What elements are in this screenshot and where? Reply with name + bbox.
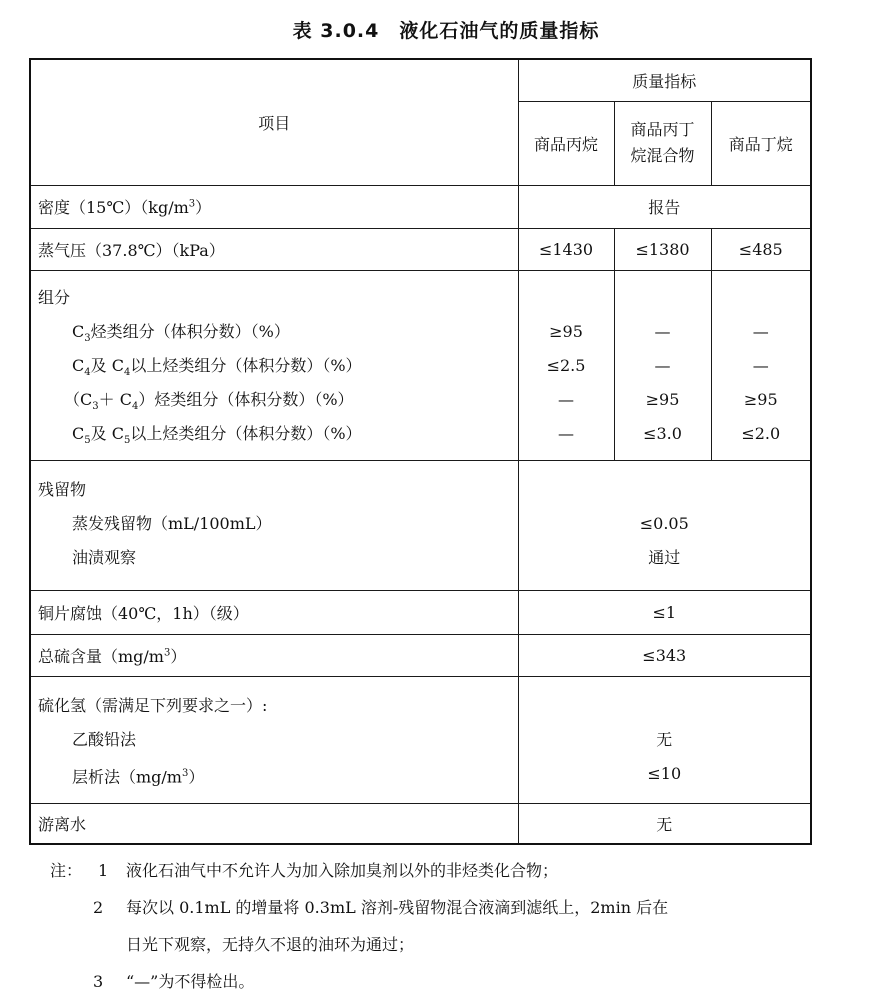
h2s-labels [30, 676, 518, 803]
row-density [30, 185, 811, 228]
c3-butane: — [752, 321, 769, 341]
copper-label: 铜片腐蚀（40℃，1h）（级） [30, 590, 518, 634]
note-1 [50, 852, 850, 889]
row-composition [30, 270, 811, 460]
header-propane: 商品丙烷 [518, 101, 614, 185]
water-label: 游离水 [30, 803, 518, 844]
row-total-sulfur [30, 634, 811, 676]
note-3 [50, 963, 850, 1000]
vapor-value-mix: ≤1380 [614, 228, 711, 270]
note-2-text-line1: 每次以 0.1mL 的增量将 0.3mL 溶剂-残留物混合液滴到滤纸上，2min 后在 [126, 898, 669, 917]
c3c4-label: $(C_3+ C_4)$烃类组分（体积分数）（%） [64, 389, 354, 412]
header-quality: 质量指标 [518, 59, 811, 101]
h2s-values [518, 676, 811, 803]
c5-label: $C_5$及 $C_5$以上烃类组分（体积分数）（%） [72, 423, 362, 446]
vapor-label: 蒸气压（37.8℃）（kPa） [30, 228, 518, 270]
notes-prefix: 注： [50, 861, 83, 880]
table-notes [50, 852, 850, 1000]
c4-propane: ≤2.5 [546, 355, 586, 375]
c3-label: $C_3$烃类组分（体积分数）（%） [72, 321, 290, 344]
c3c4-butane: ≥95 [743, 389, 778, 409]
density-value: 报告 [518, 185, 811, 228]
table-title: 表 3.0.4 液化石油气的质量指标 [292, 20, 600, 42]
h2s-label: 硫化氢（需满足下列要求之一）: [38, 695, 268, 715]
note-3-number: 3 [93, 972, 104, 991]
c3-mix: — [654, 321, 671, 341]
header-mix [614, 101, 711, 185]
oil-stain-value: 通过 [648, 547, 681, 567]
header-row-1 [30, 59, 811, 101]
c4-label: $C_4$及 $C_4$以上烃类组分（体积分数）（%） [72, 355, 362, 378]
density-label: 密度$(15℃)(kg/m^3)$ [30, 185, 518, 228]
composition-values-mix [614, 270, 711, 460]
vapor-value-propane: ≤1430 [518, 228, 614, 270]
sulfur-value: ≤343 [518, 634, 811, 676]
residue-values [518, 460, 811, 590]
water-value: 无 [518, 803, 811, 844]
row-vapor-pressure [30, 228, 811, 270]
note-2 [50, 889, 850, 926]
note-3-text: “—”为不得检出。 [126, 972, 255, 991]
oil-stain-label: 油渍观察 [72, 547, 137, 567]
header-butane: 商品丁烷 [711, 101, 811, 185]
note-2-text-line2: 日光下观察，无持久不退的油环为通过； [126, 935, 415, 954]
row-free-water [30, 803, 811, 844]
c4-butane: — [752, 355, 769, 375]
chromatography-value: ≤10 [647, 763, 682, 783]
c5-propane: — [558, 423, 574, 443]
quality-table [29, 58, 812, 845]
note-2-number: 2 [93, 898, 104, 917]
c3c4-mix: ≥95 [645, 389, 680, 409]
composition-labels [30, 270, 518, 460]
composition-label: 组分 [38, 287, 71, 307]
vapor-value-butane: ≤485 [711, 228, 811, 270]
c5-butane: ≤2.0 [741, 423, 781, 443]
evap-residue-value: ≤0.05 [639, 513, 689, 533]
row-h2s [30, 676, 811, 803]
composition-values-propane [518, 270, 614, 460]
residue-label: 残留物 [38, 479, 87, 499]
header-mix-line1: 商品丙丁 [630, 120, 695, 139]
c3-propane: ≥95 [549, 321, 583, 341]
chromatography-label: 层析法$(mg/m^3)$ [72, 766, 205, 786]
note-2-continued [50, 926, 850, 963]
evap-residue-label: 蒸发残留物（mL/100mL） [72, 513, 272, 533]
note-1-number: 1 [98, 861, 109, 880]
row-residue [30, 460, 811, 590]
header-item: 项目 [30, 59, 518, 185]
lead-acetate-label: 乙酸铅法 [72, 729, 137, 749]
copper-value: ≤1 [518, 590, 811, 634]
residue-labels [30, 460, 518, 590]
sulfur-label: 总硫含量$(mg/m^3)$ [30, 634, 518, 676]
row-copper-corrosion [30, 590, 811, 634]
c4-mix: — [654, 355, 671, 375]
header-mix-line2: 烷混合物 [630, 146, 695, 165]
lead-acetate-value: 无 [656, 729, 673, 749]
c5-mix: ≤3.0 [643, 423, 682, 443]
composition-values-butane [711, 270, 811, 460]
c3c4-propane: — [558, 389, 574, 409]
note-1-text: 液化石油气中不允许人为加入除加臭剂以外的非烃类化合物； [126, 861, 559, 880]
